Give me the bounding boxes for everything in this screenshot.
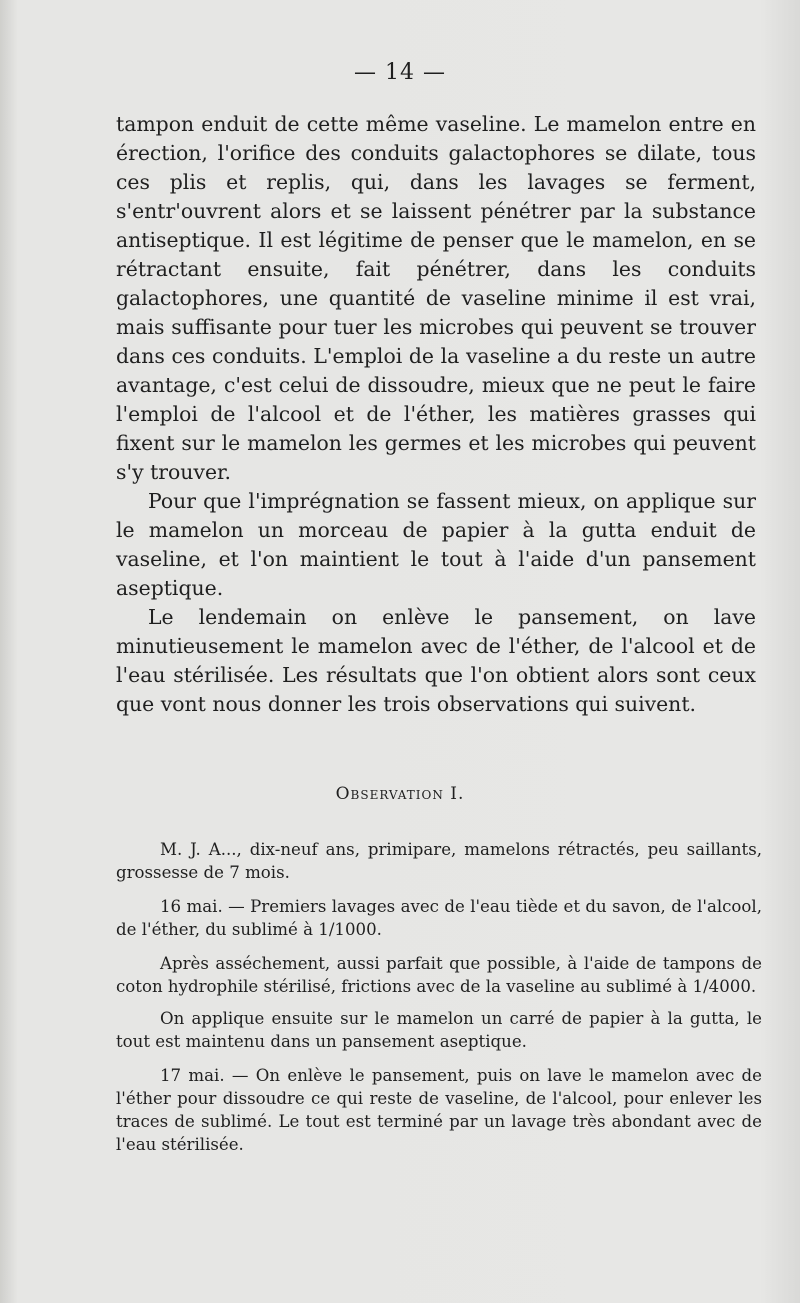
paragraph: Pour que l'imprégnation se fassent mieux, on applique sur le mamelon un morceau de papier à la gutta enduit de vaseline, et l'on maintient le tout à l'aide d'un pansement aseptique. — [116, 489, 756, 600]
body-text — [116, 110, 756, 719]
page-number: — 14 — — [354, 60, 446, 85]
observation-text — [116, 838, 762, 1167]
observation-paragraph: 17 mai. — On enlève le pansement, puis on lave le mamelon avec de l'éther pour dissoudre ce qui reste de vaseline, de l'alcool, pour enlever les traces de sublimé. Le tout est terminé par un lavage très abondant avec de l'eau stérilisée. — [116, 1066, 762, 1154]
observation-paragraph: 16 mai. — Premiers lavages avec de l'eau tiède et du savon, de l'alcool, de l'éther, du sublimé à 1/1000. — [116, 897, 762, 939]
paragraph: Le lendemain on enlève le pansement, on lave minutieusement le mamelon avec de l'éther, de l'alcool et de l'eau stérilisée. Les résultats que l'on obtient alors sont ceux que vont nous donner les trois observations qui suivent. — [116, 605, 756, 716]
observation-paragraph: M. J. A..., dix-neuf ans, primipare, mamelons rétractés, peu saillants, grossesse de 7 mois. — [116, 840, 762, 882]
observation-heading: Observation I. — [335, 784, 465, 804]
observation-paragraph: On applique ensuite sur le mamelon un carré de papier à la gutta, le tout est maintenu dans un pansement aseptique. — [116, 1009, 762, 1051]
paragraph: tampon enduit de cette même vaseline. Le mamelon entre en érection, l'orifice des conduits galactophores se dilate, tous ces plis et replis, qui, dans les lavages se ferment, s'entr'ouvrent alors et se laissent pénétrer par la substance antiseptique. Il est légitime de penser que le mamelon, en se rétractant ensuite, fait pénétrer, dans les conduits galactophores, une quantité de vaseline minime il est vrai, mais suffisante pour tuer les microbes qui peuvent se trouver dans ces conduits. L'emploi de la vaseline a du reste un autre avantage, c'est celui de dissoudre, mieux que ne peut le faire l'emploi de l'alcool et de l'éther, les matières grasses qui fixent sur le mamelon les germes et les microbes qui peuvent s'y trouver. — [116, 112, 756, 484]
observation-paragraph: Après asséchement, aussi parfait que possible, à l'aide de tampons de coton hydrophile stérilisé, frictions avec de la vaseline au sublimé à 1/4000. — [116, 954, 762, 996]
